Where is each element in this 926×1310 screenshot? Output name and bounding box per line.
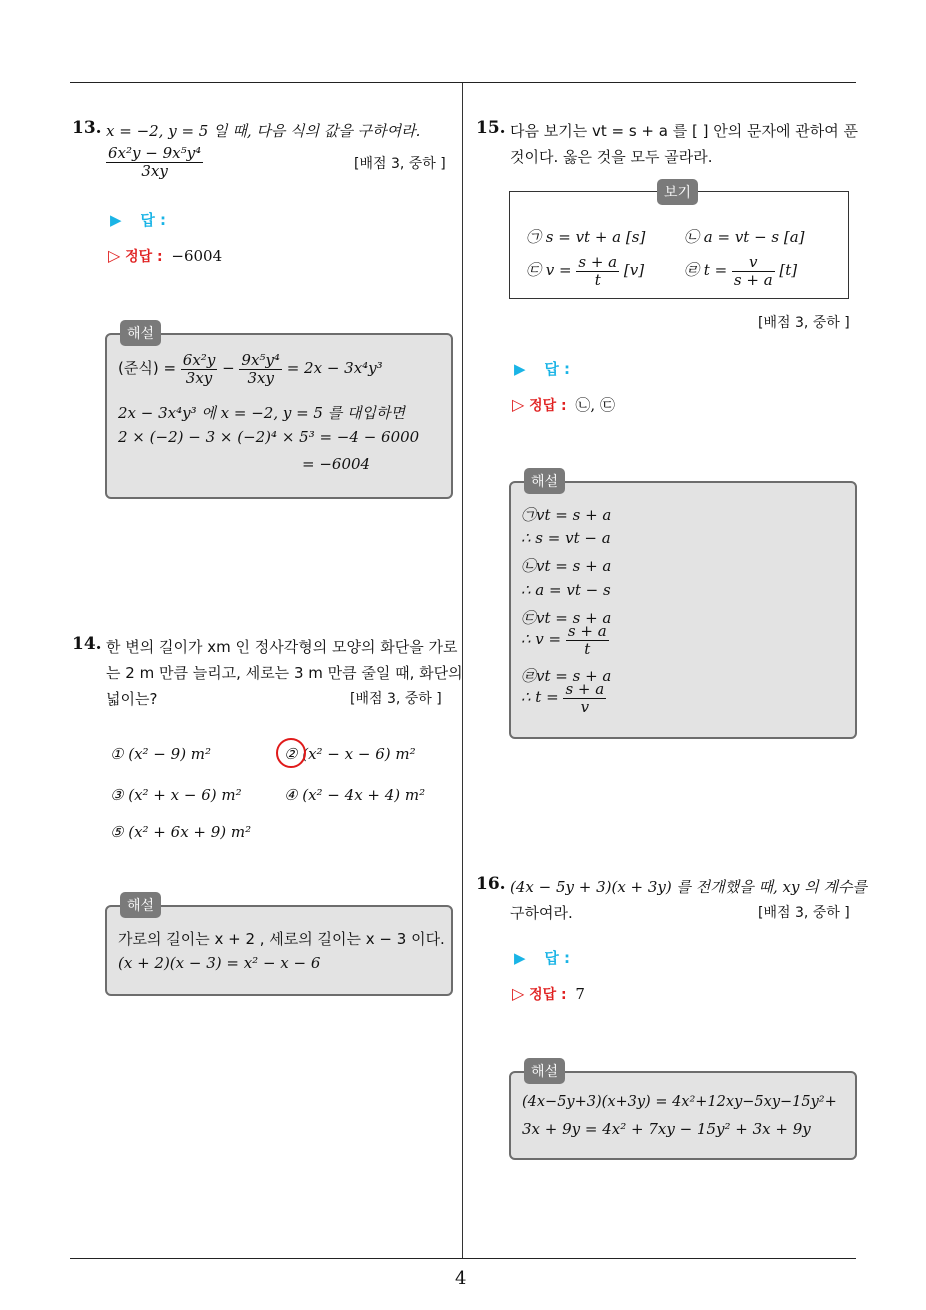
q14-option-5[interactable]: ⑤ (x² + 6x + 9) m² xyxy=(110,823,252,841)
q15-explain-l5: ㉢vt = s + a xyxy=(521,609,612,627)
play-icon: ▶ xyxy=(514,360,526,378)
q13-explanation-tag: 해설 xyxy=(120,320,161,346)
q13-explain-line2: 2x − 3x⁴y³ 에 x = −2, y = 5 를 대입하면 xyxy=(118,404,405,422)
q16-solution-value: 7 xyxy=(575,985,585,1003)
q15-line2: 것이다. 옳은 것을 모두 골라라. xyxy=(510,148,713,166)
q14-option-4[interactable]: ④ (x² − 4x + 4) m² xyxy=(284,786,426,804)
q14-explanation-tag: 해설 xyxy=(120,892,161,918)
q15-number: 15. xyxy=(476,118,506,138)
q14-option-1[interactable]: ① (x² − 9) m² xyxy=(110,745,212,763)
q15-solution-label: 정답 : xyxy=(529,398,567,414)
q14-explain-line2: (x + 2)(x − 3) = x² − x − 6 xyxy=(118,954,321,972)
q15-solution-value: ㉡, ㉢ xyxy=(575,396,615,414)
q13-expr-num: 6x²y − 9x⁵y⁴ xyxy=(108,144,202,162)
outline-play-icon: ▷ xyxy=(512,395,525,414)
q15-line1: 다음 보기는 vt = s + a 를 [ ] 안의 문자에 관하여 푼 xyxy=(510,122,858,140)
q16-explain-line1: (4x−5y+3)(x+3y) = 4x²+12xy−5xy−15y²+ xyxy=(522,1094,837,1110)
q13-explain-line3: 2 × (−2) − 3 × (−2)⁴ × 5³ = −4 − 6000 xyxy=(118,428,420,446)
q15-explain-l1: ㉠vt = s + a xyxy=(521,506,612,524)
q13-explain-line4: = −6004 xyxy=(302,455,371,473)
q15-item-4: ㉣ t = $\frac{v}{s + a}$ [t] xyxy=(684,253,798,289)
q16-explain-line2: 3x + 9y = 4x² + 7xy − 15y² + 3x + 9y xyxy=(522,1120,811,1138)
q13-solution-label: 정답 : xyxy=(125,249,163,265)
q14-explain-line1: 가로의 길이는 x + 2 , 세로의 길이는 x − 3 이다. xyxy=(118,930,445,948)
q14-option-2[interactable]: ② (x² − x − 6) m² xyxy=(284,745,416,763)
q15-difficulty: [배점 3, 중하 ] xyxy=(758,315,850,331)
q13-solution-row xyxy=(108,246,222,266)
q15-explain-l2: ∴ s = vt − a xyxy=(521,529,611,547)
q14-line2: 는 2 m 만큼 늘리고, 세로는 3 m 만큼 줄일 때, 화단의 xyxy=(106,664,463,682)
q16-answer-label: 답 : xyxy=(544,949,571,967)
q13-expression xyxy=(106,145,203,179)
q13-answer-row[interactable] xyxy=(110,209,166,230)
q16-difficulty: [배점 3, 중하 ] xyxy=(758,905,850,921)
q15-explain-l3: ㉡vt = s + a xyxy=(521,557,612,575)
q16-answer-row[interactable] xyxy=(514,947,570,968)
q14-option-3[interactable]: ③ (x² + x − 6) m² xyxy=(110,786,242,804)
q13-answer-label: 답 : xyxy=(140,211,167,229)
page-number: 4 xyxy=(455,1268,467,1289)
outline-play-icon: ▷ xyxy=(512,984,525,1003)
q15-explain-l4: ∴ a = vt − s xyxy=(521,581,611,599)
q13-explain-line1: (준식) = $\frac{\text{6x²y}}{3xy}$ − $\frac{\text{9x⁵y⁴}}{3xy}$ = 2x − 3x⁴y³ xyxy=(118,351,383,387)
selected-answer-circle-icon xyxy=(276,738,306,768)
q16-explanation-tag: 해설 xyxy=(524,1058,565,1084)
play-icon: ▶ xyxy=(110,211,122,229)
q15-item-2: ㉡ a = vt − s [a] xyxy=(684,228,805,246)
q15-item-3: ㉢ v = $\frac{s + a}{t}$ [v] xyxy=(526,253,645,289)
q15-explain-l6: ∴ v = $\frac{s + a}{t}$ xyxy=(521,622,607,658)
q13-number: 13. xyxy=(72,118,102,138)
q16-solution-row xyxy=(512,984,585,1004)
q13-solution-value: −6004 xyxy=(171,247,223,265)
q15-explanation-tag: 해설 xyxy=(524,468,565,494)
q16-number: 16. xyxy=(476,874,506,894)
q14-explanation-box xyxy=(105,905,453,996)
q13-prompt: x = −2, y = 5 일 때, 다음 식의 값을 구하여라. xyxy=(106,122,421,140)
q15-item-1: ㉠ s = vt + a [s] xyxy=(526,228,646,246)
q14-number: 14. xyxy=(72,634,102,654)
bottom-rule xyxy=(70,1258,856,1259)
q14-line3: 넓이는? xyxy=(106,690,158,708)
top-rule xyxy=(70,82,856,83)
q13-expr-den: 3xy xyxy=(141,161,168,180)
q15-choices-tag: 보기 xyxy=(657,179,698,205)
q16-solution-label: 정답 : xyxy=(529,987,567,1003)
play-icon: ▶ xyxy=(514,949,526,967)
q15-explain-l8: ∴ t = $\frac{s + a}{v}$ xyxy=(521,680,605,716)
q15-answer-row[interactable] xyxy=(514,358,570,379)
outline-play-icon: ▷ xyxy=(108,246,121,265)
q14-difficulty: [배점 3, 중하 ] xyxy=(350,691,442,707)
q16-line1: (4x − 5y + 3)(x + 3y) 를 전개했을 때, xy 의 계수를 xyxy=(510,878,867,896)
q13-difficulty: [배점 3, 중하 ] xyxy=(354,156,446,172)
q14-line1: 한 변의 길이가 xm 인 정사각형의 모양의 화단을 가로 xyxy=(106,638,458,656)
q15-solution-row xyxy=(512,394,615,415)
q15-answer-label: 답 : xyxy=(544,360,571,378)
q15-explain-l7: ㉣vt = s + a xyxy=(521,667,612,685)
q16-line2: 구하여라. xyxy=(510,904,573,922)
q16-explanation-box xyxy=(509,1071,857,1160)
